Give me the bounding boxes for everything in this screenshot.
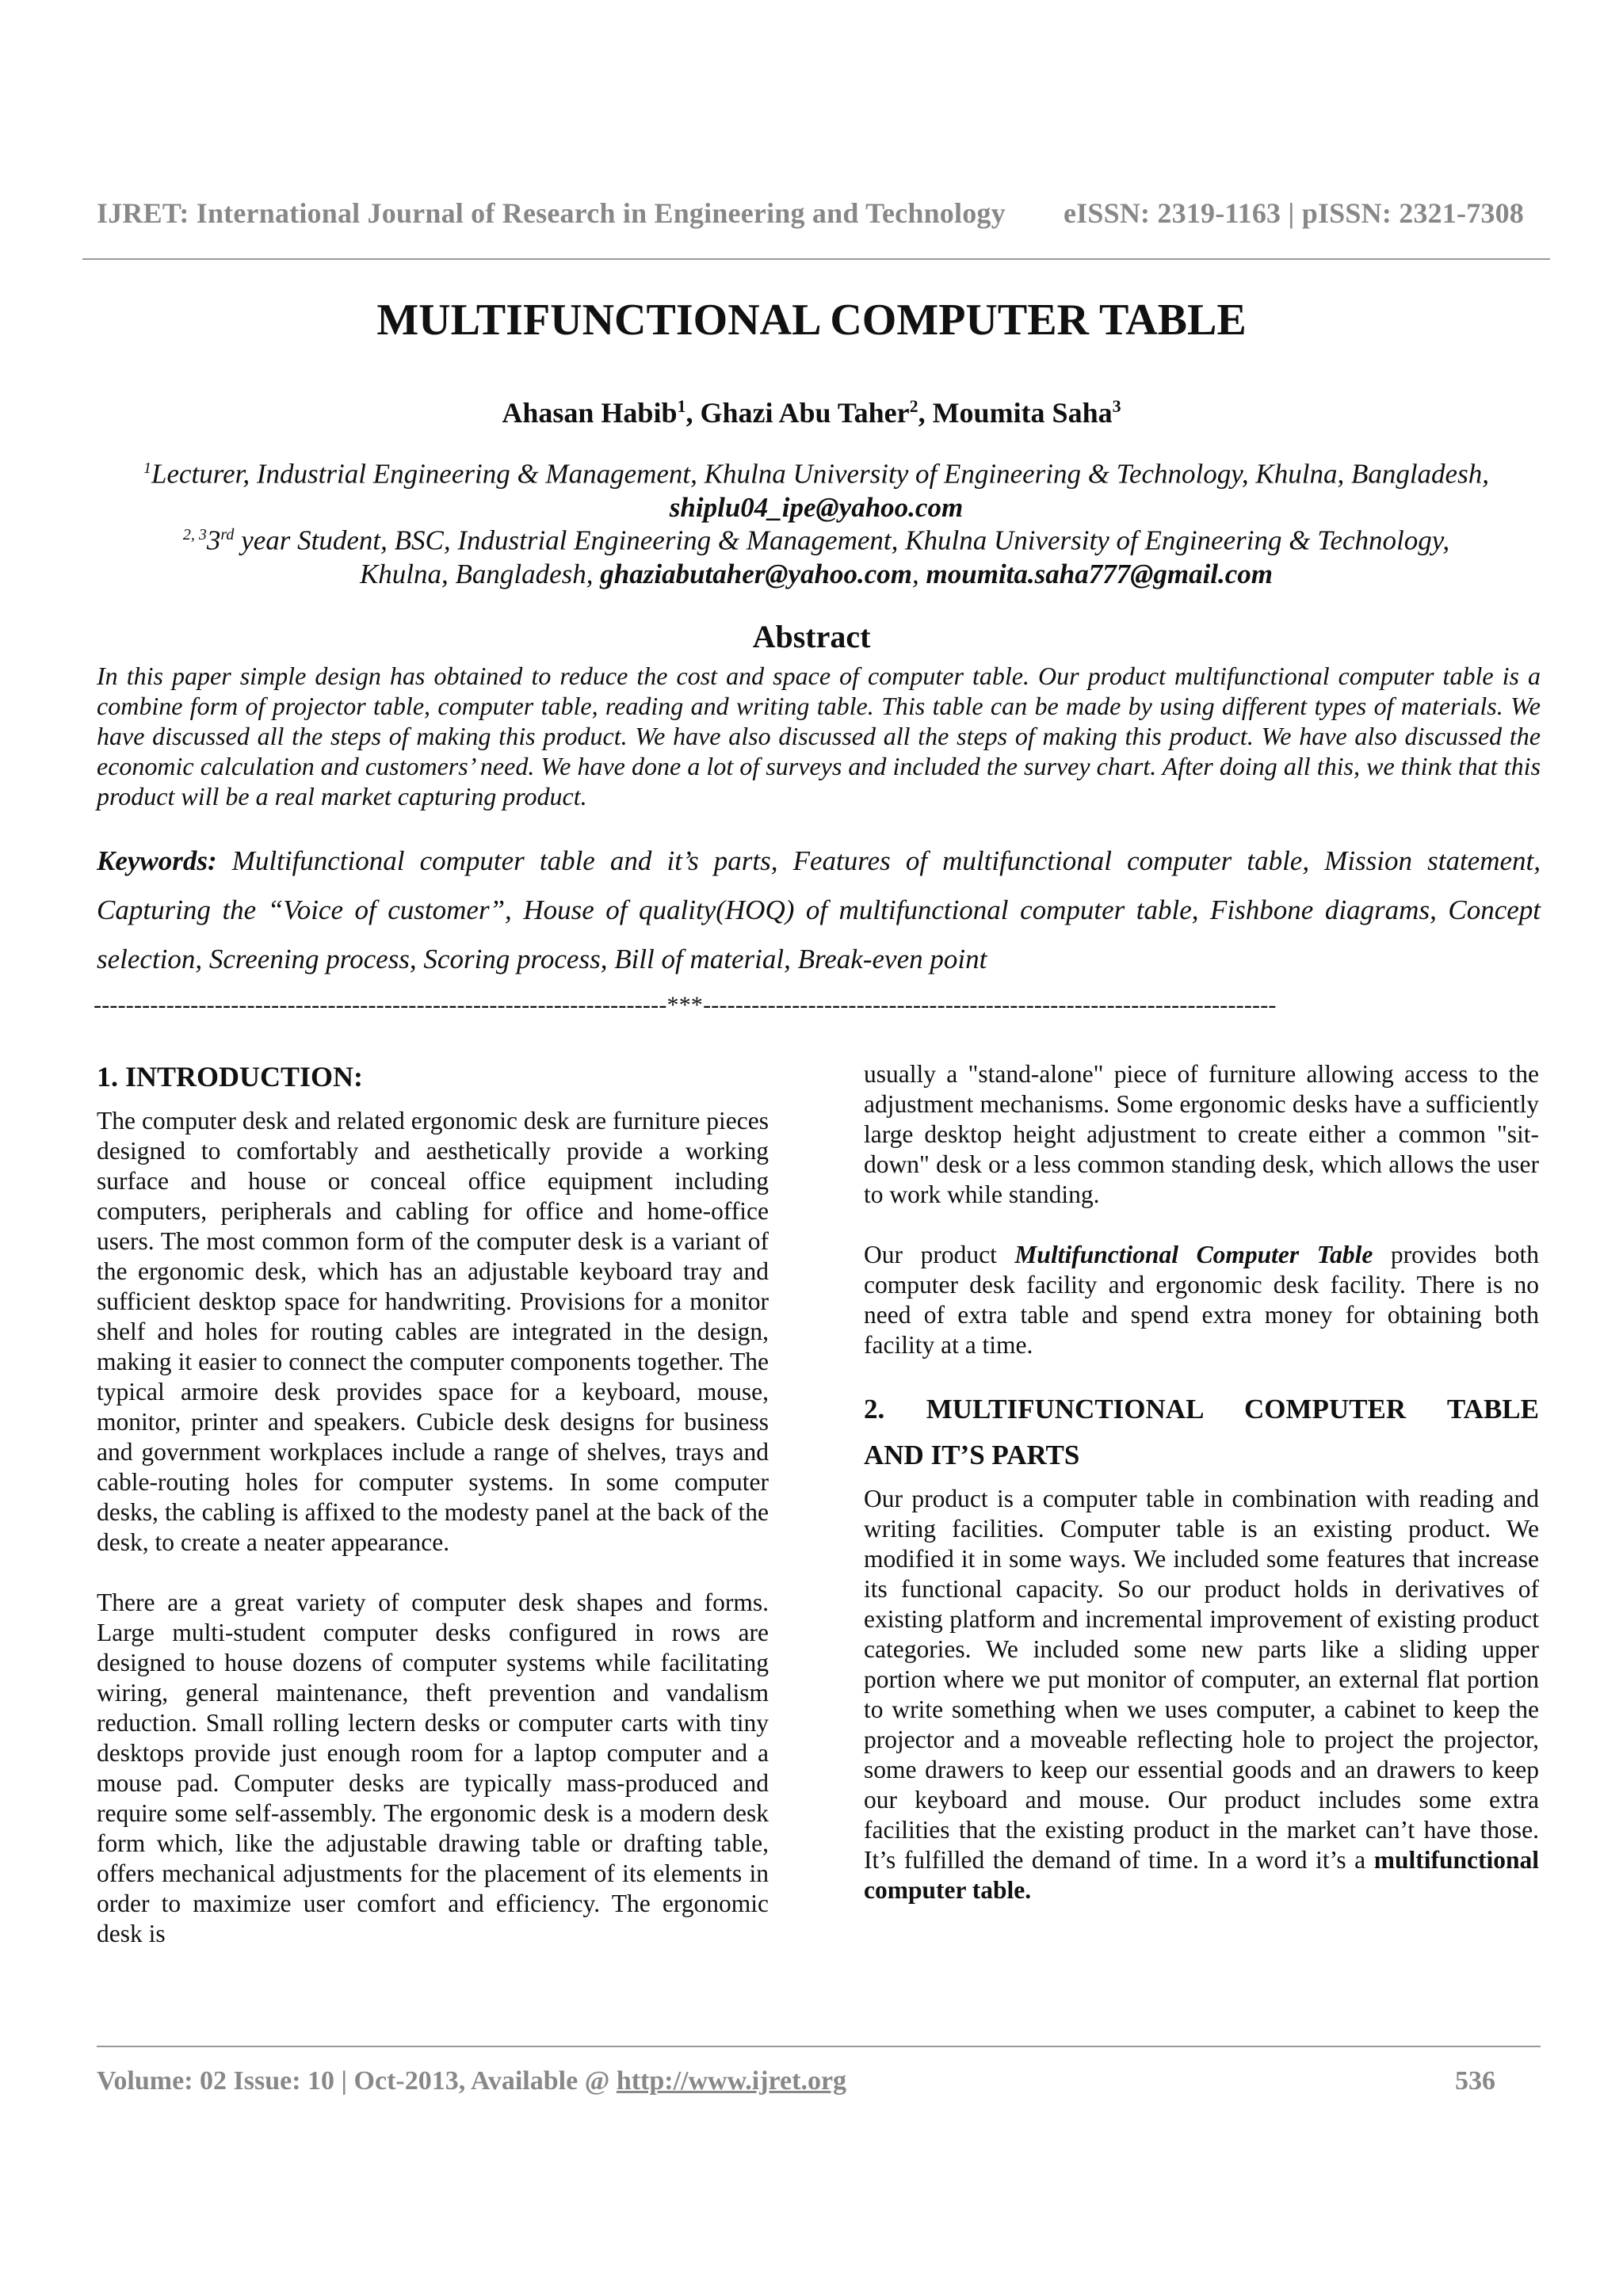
abstract-text: In this paper simple design has obtained to reduce the cost and space of computer table. Our product multifunctional computer table is a combine form of projector table, computer table, reading and writing table. This table can be made by using different types of materials. We have discussed all the steps of making this product. We have also discussed all the steps of making this product. We have also discussed the economic calculation and customers’ need. We have done a lot of surveys and included the survey chart. After doing all this, we think that this product will be a real market capturing product.: [97, 662, 1541, 810]
affiliation-1: [82, 452, 1550, 524]
footer-rule: [97, 2046, 1541, 2047]
author-name: Ahasan Habib: [502, 397, 678, 429]
journal-name: IJRET: International Journal of Research in Engineering and Technology: [97, 197, 1006, 229]
header-rule: [82, 258, 1550, 260]
section-heading: 1. INTRODUCTION:: [97, 1061, 364, 1093]
right-column: [864, 1059, 1539, 1905]
paragraph: usually a "stand-alone" piece of furniture allowing access to the adjustment mechanisms. Some ergonomic desks have a sufficiently large desktop height adjustment to create either a common "sit-down" desk or a less common standing desk, which allows the user to work while standing.: [864, 1060, 1539, 1208]
paragraph: [864, 1240, 1539, 1360]
paragraph-text: provides both computer desk facility and ergonomic desk facility. There is no need of extra table and spend extra money for obtaining both facility at a time.: [864, 1241, 1540, 1359]
keywords: [97, 837, 1541, 984]
year-number: 3: [206, 524, 221, 556]
affiliation-location: Khulna, Bangladesh,: [359, 558, 601, 589]
affiliation-sup: 2, 3: [182, 526, 207, 543]
author-separator: ,: [685, 397, 701, 429]
author-name: Ghazi Abu Taher: [700, 397, 910, 429]
author-separator: ,: [918, 397, 933, 429]
footer-volume: [97, 2066, 846, 2096]
author-sup: 1: [677, 396, 686, 416]
email-link[interactable]: ghaziabutaher@yahoo.com: [600, 558, 913, 589]
affiliation-text: year Student, BSC, Industrial Engineering & Management, Khulna University of Engineering & Technology,: [234, 524, 1450, 556]
ordinal-sup: rd: [220, 526, 235, 543]
running-header: [97, 196, 1524, 230]
email-link[interactable]: moumita.saha777@gmail.com: [926, 558, 1274, 589]
footer-text: Volume: 02 Issue: 10 | Oct-2013, Available @: [97, 2066, 617, 2096]
issn-info: eISSN: 2319-1163 | pISSN: 2321-7308: [1064, 197, 1524, 229]
affiliation-sup: 1: [143, 460, 152, 477]
paragraph-text: Our product is a computer table in combination with reading and writing facilities. Computer table is an existing product. We modified it in some ways. We included some features that increase its functional capacity. So our product holds in derivatives of existing platform and incremental improvement of existing product categories. We included some new parts like a sliding upper portion where we put monitor of computer, an external flat portion to write something when we uses computer, a cabinet to keep the projector and a moveable reflecting hole to project the projector, some drawers to keep our essential goods and an drawers to keep our keyboard and mouse. Our product includes some extra facilities that the existing product in the market can’t have those. It’s fulfilled the demand of time. In a word it’s a: [864, 1485, 1539, 1874]
keywords-text: Multifunctional computer table and it’s parts, Features of multifunctional computer table, Mission statement, Capturing the “Voice of customer”, House of quality(HOQ) of multifunctional computer table, Fishbone diagrams, Concept selection, Screening process, Scoring process, Bill of material, Break-even point: [97, 845, 1541, 974]
paper-title: MULTIFUNCTIONAL COMPUTER TABLE: [376, 296, 1247, 345]
paragraph: [864, 1484, 1539, 1905]
section-heading-line: AND IT’S PARTS: [864, 1440, 1080, 1470]
email-link[interactable]: shiplu04_ipe@yahoo.com: [669, 491, 964, 523]
author-list: [0, 396, 1623, 429]
paragraph: There are a great variety of computer desk shapes and forms. Large multi-student computer desks configured in rows are designed to house dozens of computer systems while facilitating wiring, general maintenance, theft prevention and vandalism reduction. Small rolling lectern desks or computer carts with tiny desktops provide just enough room for a laptop computer and a mouse pad. Computer desks are typically mass-produced and require some self-assembly. The ergonomic desk is a modern desk form which, like the adjustable drawing table or drafting table, offers mechanical adjustments for the placement of its elements in order to maximize user comfort and efficiency. The ergonomic desk is: [97, 1589, 769, 1947]
section-separator: -----------------------------------------------------------------------***-----------------------------------------------------------------------: [94, 992, 1277, 1018]
bold-phrase: multifunctional computer table.: [864, 1846, 1539, 1904]
left-column: [97, 1062, 769, 1949]
author-sup: 2: [909, 396, 918, 416]
author-sup: 3: [1112, 396, 1121, 416]
page-number: 536: [1455, 2066, 1495, 2096]
paragraph: The computer desk and related ergonomic desk are furniture pieces designed to comfortably and aesthetically provide a working surface and house or conceal office equipment including computers, peripherals and cabling for office and home-office users. The most common form of the computer desk is a variant of the ergonomic desk, which has an adjustable keyboard tray and sufficient desktop space for handwriting. Provisions for a monitor shelf and holes for routing cables are integrated in the design, making it easier to connect the computer components together. The typical armoire desk provides space for a keyboard, mouse, monitor, printer and speakers. Cubicle desk designs for business and government workplaces include a range of shelves, trays and cable-routing holes for computer systems. In some computer desks, the cabling is affixed to the modesty panel at the back of the desk, to create a neater appearance.: [97, 1107, 769, 1556]
affiliation-2: [82, 518, 1550, 591]
abstract-heading: Abstract: [752, 619, 871, 654]
journal-url-link[interactable]: http://www.ijret.org: [616, 2066, 847, 2096]
paragraph-text: Our product: [864, 1241, 1015, 1268]
affiliation-text: Lecturer, Industrial Engineering & Management, Khulna University of Engineering & Technology, Khulna, Bangladesh,: [151, 458, 1489, 490]
keywords-label: Keywords:: [97, 845, 217, 876]
product-name: Multifunctional Computer Table: [1014, 1241, 1373, 1268]
author-name: Moumita Saha: [932, 397, 1113, 429]
section-heading: [864, 1384, 1539, 1476]
email-separator: ,: [912, 558, 926, 589]
section-heading-line: 2. MULTIFUNCTIONAL COMPUTER TABLE: [864, 1394, 1539, 1425]
